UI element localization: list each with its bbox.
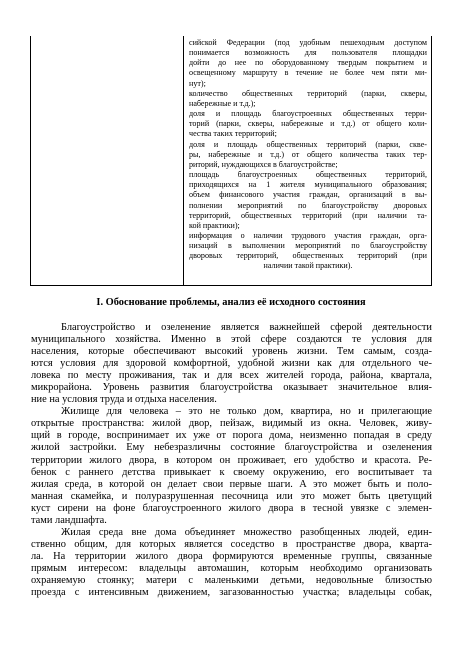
body-text — [31, 322, 432, 599]
paragraph-line: Жилая среда вне дома объединяет множество разобщенных людей, един- — [61, 526, 432, 538]
table-cell-line: полнении мероприятий по благоустройству дворовых — [189, 200, 427, 210]
paragraph-line: охраняемую стоянку; матери с маленькими детьми, недовольные близостью — [31, 574, 432, 586]
paragraph-line: ственно общим, для которых является соседство в пространстве двора, кварта- — [31, 538, 432, 550]
paragraph-line: ла. На территории жилого двора формируются временные группы, связанные — [31, 550, 432, 562]
table-cell-line: торий (парки, скверы, набережные и т.д.) от общего коли- — [189, 119, 427, 129]
table-cell-line: объем финансового участия граждан, организаций в вы- — [189, 190, 427, 200]
table-cell-line: риторий, нуждающихся в благоустройстве; — [189, 159, 338, 169]
paragraph-line: ловека по месту проживания, так и для всех жителей города, района, квартала, — [31, 370, 432, 382]
table-cell-line: нут); — [189, 78, 206, 88]
table-cell-line: сийской Федерации (под удобным пешеходным доступом — [189, 38, 427, 47]
table-cell-line: освещенному маршруту в течение не более чем пяти ми- — [189, 68, 427, 78]
table-left-column — [31, 36, 184, 285]
table-cell-line: доля и площадь благоустроенных общественных терри- — [189, 109, 427, 119]
table-cell-line: площадь благоустроенных общественных территорий, — [189, 170, 427, 180]
paragraph-line: проезда с интенсивным движением, загазованностью участка; владельцы собак, — [31, 587, 432, 599]
table-cell-line: набережные и т.д.); — [189, 98, 256, 108]
table-cell-line: информация о наличии трудового участия граждан, орга- — [189, 230, 427, 240]
indicators-table — [30, 36, 432, 286]
paragraph-line: прямым интересом: владельцы автомашин, которым необходимо организовать — [31, 562, 432, 574]
table-cell-line: чества таких территорий; — [189, 129, 277, 139]
table-cell-line: количество общественных территорий (парки, скверы, — [189, 88, 427, 98]
table-cell-line: низаций в выполнении мероприятий по благоустройству — [189, 241, 427, 251]
paragraph-line: муниципального хозяйства. Именно в этой сфере создаются те условия для — [31, 334, 432, 346]
table-cell-indicators — [189, 38, 427, 272]
section-heading: I. Обоснование проблемы, анализ её исходного состояния — [96, 297, 366, 308]
table-cell-line: территорий, общественных территорий (при наличии та- — [189, 210, 427, 220]
paragraph-line: щий в городе, воспринимает их уже от порога дома, неизменно попадая в среду — [31, 430, 432, 442]
paragraph-line: куст сирени на фоне благоустроенного жилого двора в тесной увязке с элемен- — [31, 502, 432, 514]
table-cell-line: приходящихся на 1 жителя муниципального образования; — [189, 180, 427, 190]
paragraph-line: жилая среда, в которой он делает свои первые шаги. А это может быть и поло- — [31, 478, 432, 490]
paragraph-line: Благоустройство и озеленение является важнейшей сферой деятельности — [61, 322, 432, 333]
paragraph-line: манная скамейка, и полуразрушенная песочница или это может быть цветущий — [31, 490, 432, 502]
paragraph-line: тами ландшафта. — [31, 514, 107, 526]
table-cell-line: понимается возможность для пользователя площадки — [189, 48, 427, 58]
paragraph-line: ние на условия труда и отдыха населения. — [31, 394, 217, 406]
paragraph-line: бенок с раннего детства привыкает к своему окружению, его воспитывает та — [31, 466, 432, 478]
table-cell-line: доля и площадь общественных территорий (парки, скве- — [189, 139, 427, 149]
paragraph-line: открытые пространства: жилой двор, пейзаж, видимый из окна. Человек, живу- — [31, 418, 432, 430]
paragraph-line: Жилище для человека – это не только дом, квартира, но и прилегающие — [61, 406, 432, 418]
table-cell-line: наличии такой практики). — [263, 261, 353, 271]
table-cell-line: дойти до нее по оборудованному твердым покрытием и — [189, 58, 427, 68]
table-cell-line: ры, набережные и т.д.) от общего количества таких тер- — [189, 149, 427, 159]
paragraph-line: ются условия для здоровой комфортной, удобной жизни как для отдельного че- — [31, 358, 432, 370]
table-cell-line: дворовых территорий, общественных территорий (при — [189, 251, 427, 261]
table-cell-line: кой практики); — [189, 220, 240, 230]
paragraph-line: населения, которые обеспечивают высокий уровень жизни. Тем самым, созда- — [31, 346, 432, 358]
paragraph-line: микрорайона. Уровень развития благоустройства оказывает значительное влия- — [31, 382, 432, 394]
paragraph-line: жилой застройки. Ему небезразличны состояние благоустройства и озеленения — [31, 442, 432, 454]
paragraph-line: территории жилого двора, в котором он проживает, его удобство и красота. Ре- — [31, 454, 432, 466]
